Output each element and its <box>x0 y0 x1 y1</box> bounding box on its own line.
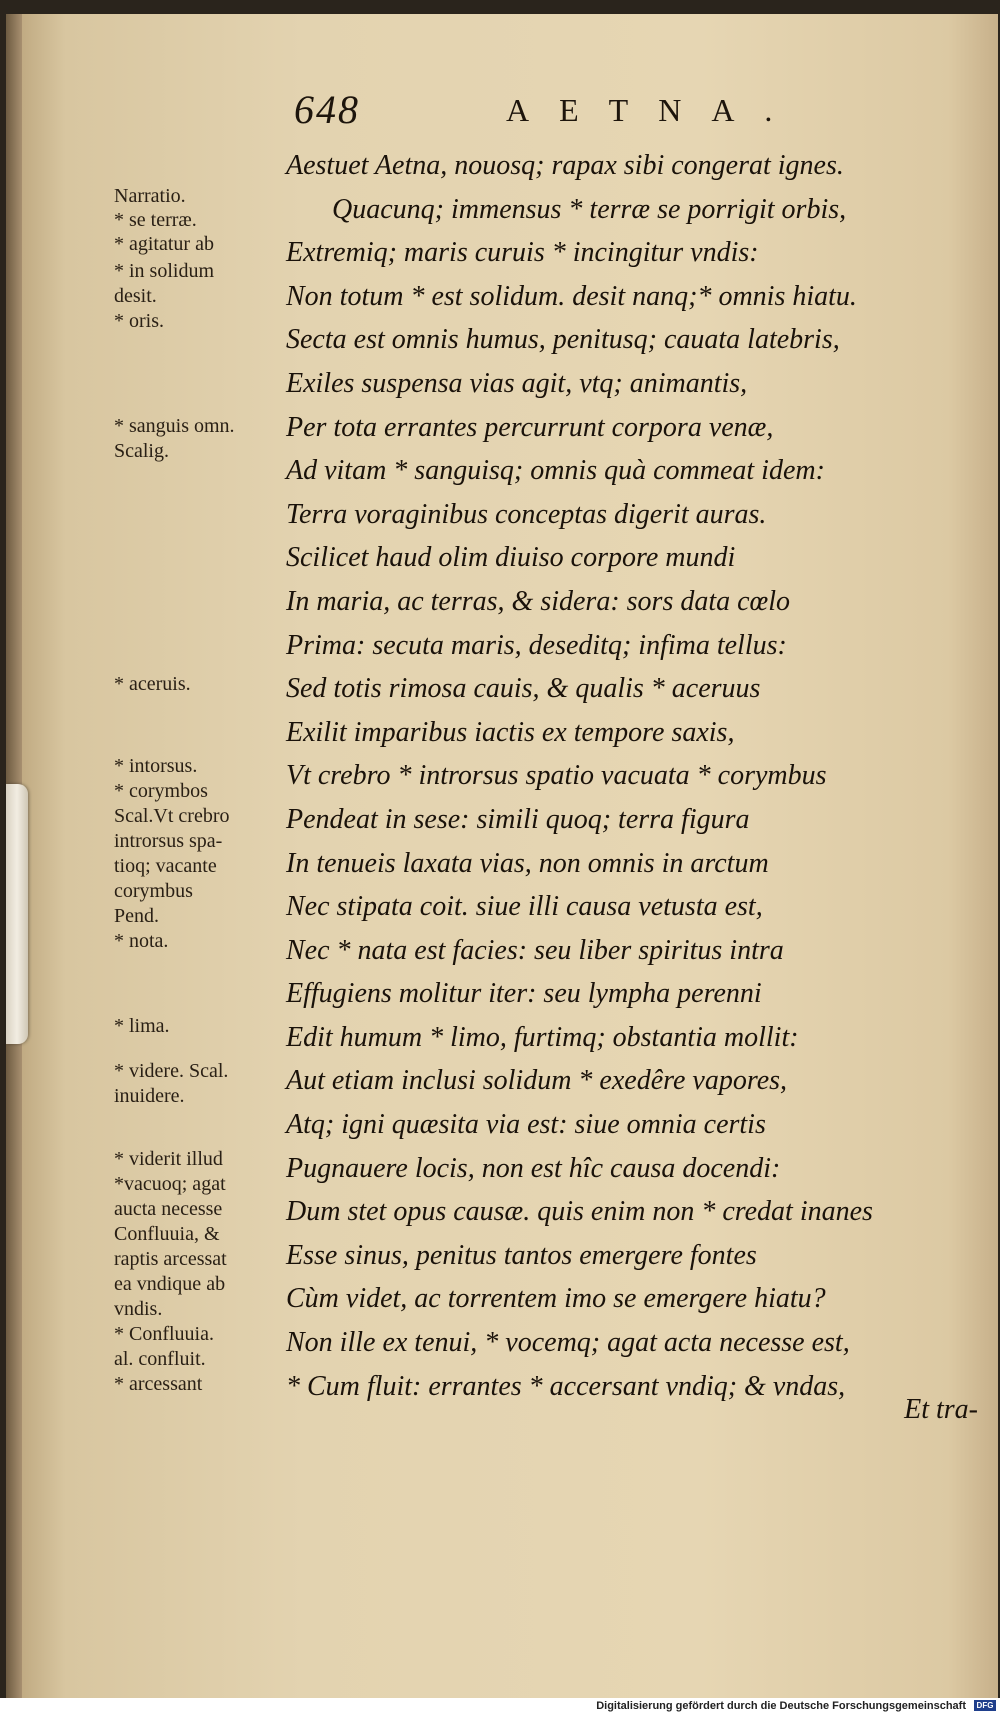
verse-line: Scilicet haud olim diuiso corpore mundi <box>286 542 736 574</box>
verse-line: Non totum * est solidum. desit nanq;* omnis hiatu. <box>286 280 857 312</box>
marginal-note: corymbus <box>114 880 193 902</box>
verse-line: Nec * nata est facies: seu liber spiritus intra <box>286 934 784 966</box>
footer-credit: Digitalisierung gefördert durch die Deutsche Forschungsgemeinschaft <box>596 1699 966 1712</box>
verse-line: Prima: secuta maris, deseditq; infima tellus: <box>286 629 787 661</box>
verse-block <box>286 144 996 1408</box>
marginal-note: * se terræ. <box>114 209 197 231</box>
verse-line: Esse sinus, penitus tantos emergere fontes <box>286 1239 757 1271</box>
verse-line: Aut etiam inclusi solidum * exedêre vapores, <box>286 1065 788 1097</box>
marginal-note: * sanguis omn. <box>114 415 235 437</box>
verse-line: Aestuet Aetna, nouosq; rapax sibi congerat ignes. <box>286 150 844 181</box>
verse-line: Exiles suspensa vias agit, vtq; animantis, <box>286 367 748 399</box>
catchword: Et tra- <box>904 1394 978 1425</box>
book-page <box>6 14 998 1698</box>
marginal-note: Scal.Vt crebro <box>114 805 230 827</box>
dfg-logo[interactable]: DFG <box>974 1700 996 1711</box>
marginal-note: vndis. <box>114 1298 163 1320</box>
marginal-note: * videre. Scal. <box>114 1060 229 1082</box>
marginal-note: introrsus spa- <box>114 830 223 852</box>
page-clip <box>6 784 28 1044</box>
marginal-note: Scalig. <box>114 440 169 462</box>
marginal-note: * nota. <box>114 930 169 952</box>
verse-line: Nec stipata coit. siue illi causa vetusta est, <box>286 891 763 923</box>
verse-line: Non ille ex tenui, * vocemq; agat acta necesse est, <box>286 1327 850 1359</box>
marginal-note: * lima. <box>114 1015 170 1037</box>
marginal-note: * oris. <box>114 310 164 332</box>
marginal-note: Pend. <box>114 905 159 927</box>
verse-line: Terra voraginibus conceptas digerit auras. <box>286 498 767 530</box>
verse-line: Ad vitam * sanguisq; omnis quà commeat idem: <box>286 455 825 487</box>
page-header <box>286 86 803 138</box>
verse-line: Atq; igni quæsita via est: siue omnia certis <box>286 1109 766 1141</box>
marginal-note: * aceruis. <box>114 673 191 695</box>
marginal-note: * intorsus. <box>114 755 198 777</box>
verse-line: Vt crebro * introrsus spatio vacuata * corymbus <box>286 760 827 792</box>
verse-line: In tenueis laxata vias, non omnis in arctum <box>286 847 769 879</box>
marginal-note: inuidere. <box>114 1085 185 1107</box>
verse-line: Extremiq; maris curuis * incingitur vndis: <box>286 237 759 269</box>
verse-line: Secta est omnis humus, penitusq; cauata latebris, <box>286 324 840 356</box>
marginal-note: * agitatur ab <box>114 233 214 255</box>
verse-line: * Cum fluit: errantes * accersant vndiq; & vndas, <box>286 1370 846 1402</box>
verse-line: Sed totis rimosa cauis, & qualis * aceruus <box>286 673 761 705</box>
marginal-note: * in solidum <box>114 260 215 282</box>
marginal-note: * Confluuia. <box>114 1323 214 1345</box>
marginal-note: * viderit illud <box>114 1148 223 1170</box>
verse-line: Effugiens molitur iter: seu lympha perenni <box>286 978 762 1010</box>
verse-line: In maria, ac terras, & sidera: sors data cœlo <box>286 585 790 617</box>
marginal-note: tioq; vacante <box>114 855 217 877</box>
marginal-note: al. confluit. <box>114 1348 206 1370</box>
marginal-note: Narratio. <box>114 185 186 207</box>
marginal-note: aucta necesse <box>114 1198 223 1220</box>
verse-line: Dum stet opus causæ. quis enim non * credat inanes <box>286 1196 873 1228</box>
marginal-note: * arcessant <box>114 1373 203 1395</box>
marginal-note: desit. <box>114 285 157 307</box>
verse-line: Pugnauere locis, non est hîc causa docendi: <box>286 1152 781 1184</box>
verse-line: Exilit imparibus iactis ex tempore saxis, <box>286 716 735 748</box>
marginal-note: ea vndique ab <box>114 1273 226 1295</box>
page-number: 648 <box>294 87 360 132</box>
marginal-note: * corymbos <box>114 780 208 802</box>
marginal-note: raptis arcessat <box>114 1248 227 1270</box>
marginal-note: Confluuia, & <box>114 1223 220 1245</box>
verse-line: Pendeat in sese: simili quoq; terra figura <box>286 803 750 835</box>
verse-line: Edit humum * limo, furtimq; obstantia mollit: <box>286 1021 799 1053</box>
verse-line: Per tota errantes percurrunt corpora venæ, <box>286 411 774 443</box>
running-title: AETNA. <box>506 92 803 128</box>
digitization-footer <box>0 1698 1000 1713</box>
verse-line: Quacunq; immensus * terræ se porrigit orbis, <box>332 193 847 225</box>
marginal-note: *vacuoq; agat <box>114 1173 226 1195</box>
verse-line: Cùm videt, ac torrentem imo se emergere hiatu? <box>286 1283 826 1315</box>
